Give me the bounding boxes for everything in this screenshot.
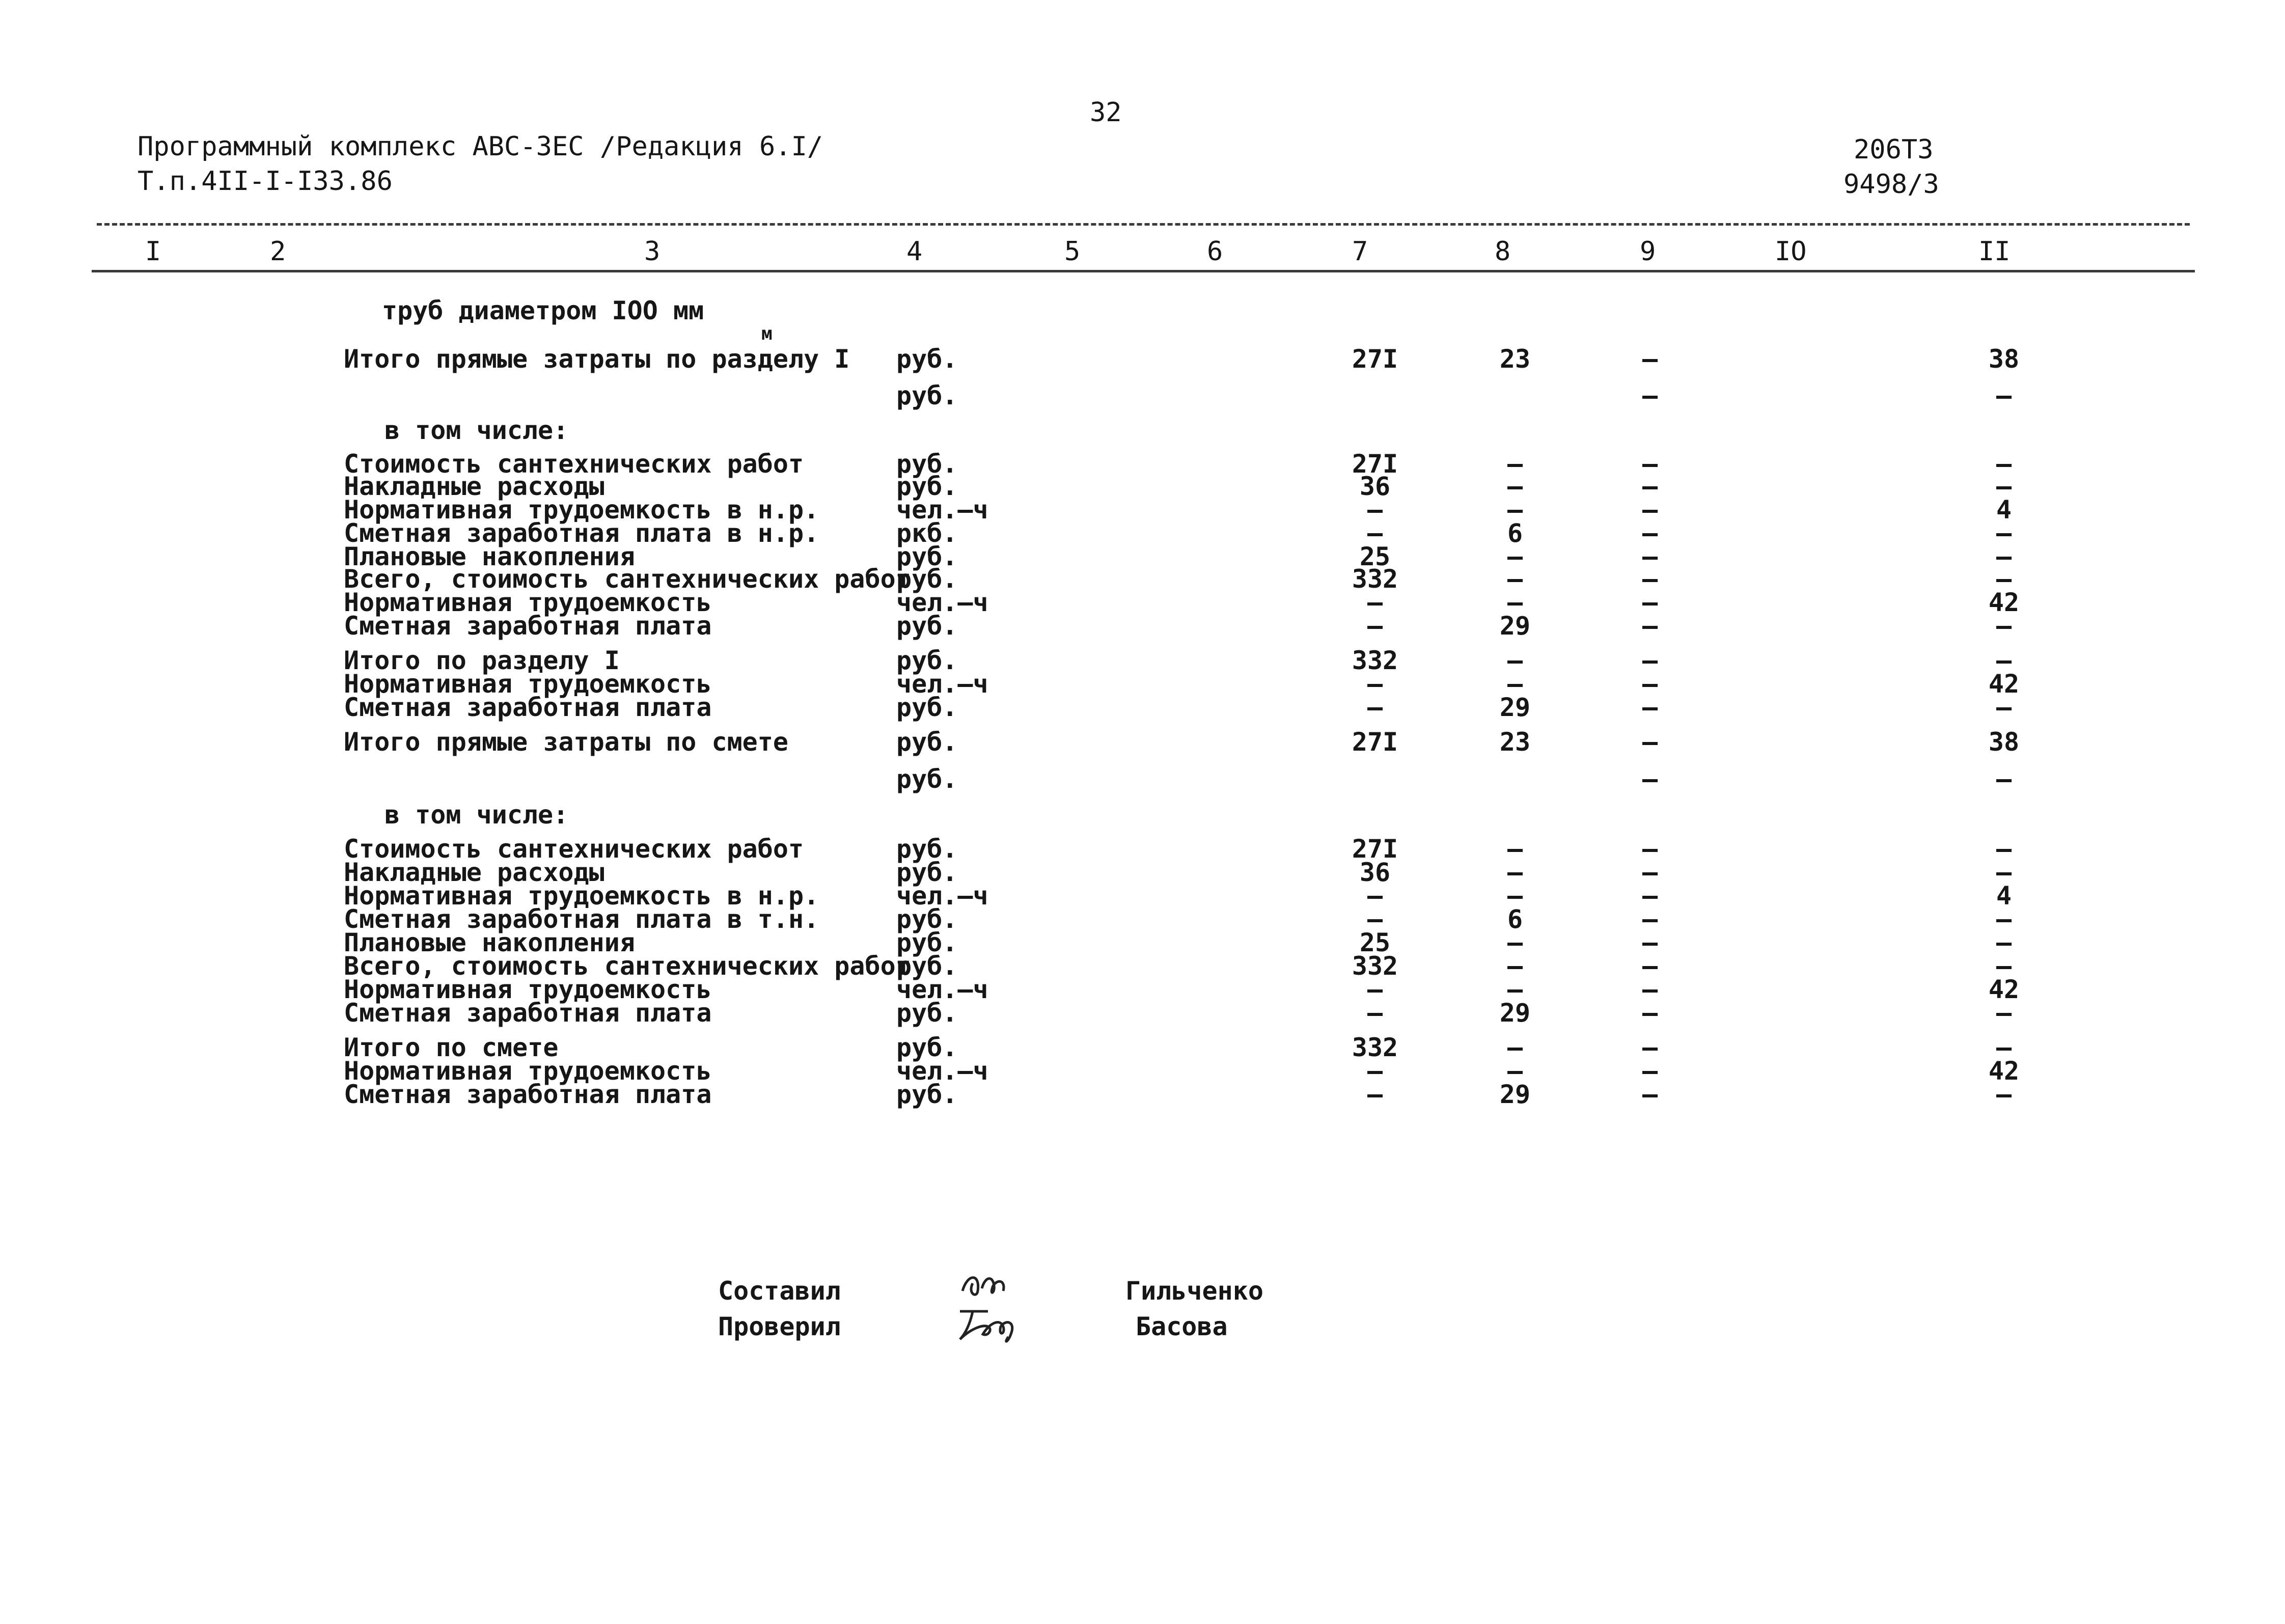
row-label: Плановые накопления xyxy=(344,542,635,571)
col11-value: – xyxy=(1996,1033,2012,1062)
table-row xyxy=(0,518,2285,548)
col8-value: – xyxy=(1507,858,1523,887)
col11-value: – xyxy=(1996,472,2012,501)
col7-value: – xyxy=(1367,904,1383,934)
col8-value: 29 xyxy=(1499,693,1531,722)
col7-value: 332 xyxy=(1352,1033,1398,1062)
row-unit: руб. xyxy=(896,344,958,374)
table-row xyxy=(0,344,2285,374)
col8-value: – xyxy=(1507,881,1523,911)
col9-value: – xyxy=(1642,858,1658,887)
table-row xyxy=(0,1056,2285,1086)
col11-value: – xyxy=(1996,904,2012,934)
program-title: Программный комплекс АВС-3ЕС /Редакция 6.I/ xyxy=(137,131,823,162)
col8-value: – xyxy=(1507,928,1523,957)
col8-value: – xyxy=(1507,1056,1523,1086)
col9-value: – xyxy=(1642,951,1658,981)
col7-value: 27I xyxy=(1352,727,1398,757)
table-row xyxy=(0,646,2285,675)
col7-value: 25 xyxy=(1359,928,1391,957)
col7-value: 332 xyxy=(1352,646,1398,675)
col8-value: – xyxy=(1507,834,1523,864)
row-unit: чел.–ч xyxy=(896,669,988,699)
col7-value: 332 xyxy=(1352,564,1398,594)
col8-value: 29 xyxy=(1499,1080,1531,1109)
table-top-rule xyxy=(97,223,2190,226)
row-unit: руб. xyxy=(896,928,958,957)
col9-value: – xyxy=(1642,1080,1658,1109)
col9-value: – xyxy=(1642,669,1658,699)
col11-value: 42 xyxy=(1988,588,2020,617)
col8-value: – xyxy=(1507,975,1523,1004)
col7-value: – xyxy=(1367,611,1383,641)
table-row xyxy=(0,904,2285,934)
column-number: 9 xyxy=(1640,236,1656,267)
col11-value: – xyxy=(1996,858,2012,887)
col8-value: 6 xyxy=(1507,904,1523,934)
row-unit: руб. xyxy=(896,727,958,757)
row-label: Итого прямые затраты по разделу I xyxy=(344,344,850,374)
row-label: Нормативная трудоемкость xyxy=(344,975,712,1004)
col8-value: – xyxy=(1507,669,1523,699)
col9-value: – xyxy=(1642,834,1658,864)
row-label: Сметная заработная плата xyxy=(344,998,712,1028)
column-number: II xyxy=(1978,236,2011,267)
col11-value: – xyxy=(1996,998,2012,1028)
col7-value: – xyxy=(1367,588,1383,617)
row-unit: руб. xyxy=(896,1080,958,1109)
col9-value: – xyxy=(1642,646,1658,675)
page-number: 32 xyxy=(1090,97,1122,128)
col9-value: – xyxy=(1642,975,1658,1004)
row-unit: руб. xyxy=(896,998,958,1028)
column-number: 5 xyxy=(1064,236,1081,267)
col8-value: 29 xyxy=(1499,611,1531,641)
col8-value: – xyxy=(1507,449,1523,479)
col7-value: – xyxy=(1367,881,1383,911)
continuation-text: труб диаметром IOO мм xyxy=(382,296,704,325)
row-unit: руб. xyxy=(896,611,958,641)
col9-value: – xyxy=(1642,472,1658,501)
col11-value: 42 xyxy=(1988,1056,2020,1086)
column-number: 8 xyxy=(1495,236,1511,267)
row-unit: руб. xyxy=(896,564,958,594)
col9-value: – xyxy=(1642,495,1658,525)
col9-value: – xyxy=(1642,381,1658,410)
col8-value: – xyxy=(1507,1033,1523,1062)
row-unit: руб. xyxy=(896,858,958,887)
col11-value: 42 xyxy=(1988,669,2020,699)
row-label: Стоимость сантехнических работ xyxy=(344,449,804,479)
col9-value: – xyxy=(1642,564,1658,594)
project-number: Т.п.4II-I-I33.86 xyxy=(137,166,393,197)
column-number: 3 xyxy=(644,236,660,267)
table-row xyxy=(0,998,2285,1028)
col11-value: 38 xyxy=(1988,727,2020,757)
row-label: Нормативная трудоемкость в н.р. xyxy=(344,495,819,525)
table-row xyxy=(0,381,2285,410)
row-unit: руб. xyxy=(896,472,958,501)
col8-value: – xyxy=(1507,495,1523,525)
row-unit: руб. xyxy=(896,542,958,571)
row-label: в том числе: xyxy=(384,800,569,830)
col7-value: – xyxy=(1367,975,1383,1004)
table-row xyxy=(0,611,2285,641)
col11-value: – xyxy=(1996,1080,2012,1109)
row-unit: руб. xyxy=(896,646,958,675)
table-row xyxy=(0,542,2285,571)
col9-value: – xyxy=(1642,998,1658,1028)
checked-name: Басова xyxy=(1136,1312,1228,1341)
table-row xyxy=(0,1080,2285,1109)
row-unit: ркб. xyxy=(896,518,958,548)
col7-value: 332 xyxy=(1352,951,1398,981)
row-label: Сметная заработная плата в т.н. xyxy=(344,904,819,934)
col11-value: – xyxy=(1996,951,2012,981)
col7-value: – xyxy=(1367,669,1383,699)
row-unit: руб. xyxy=(896,764,958,794)
row-unit: чел.–ч xyxy=(896,495,988,525)
col8-value: 6 xyxy=(1507,518,1523,548)
compiled-name: Гильченко xyxy=(1125,1276,1263,1306)
table-row xyxy=(0,564,2285,594)
table-row xyxy=(0,669,2285,699)
continuation-note: м xyxy=(761,323,773,344)
table-row xyxy=(0,928,2285,957)
row-label: Нормативная трудоемкость xyxy=(344,1056,712,1086)
col11-value: – xyxy=(1996,764,2012,794)
col8-value: – xyxy=(1507,564,1523,594)
col9-value: – xyxy=(1642,764,1658,794)
col9-value: – xyxy=(1642,344,1658,374)
row-label: Сметная заработная плата xyxy=(344,1080,712,1109)
row-label: Стоимость сантехнических работ xyxy=(344,834,804,864)
col7-value: 36 xyxy=(1359,472,1391,501)
col8-value: 23 xyxy=(1499,727,1531,757)
row-label: Накладные расходы xyxy=(344,858,604,887)
row-unit: руб. xyxy=(896,693,958,722)
row-label: Сметная заработная плата в н.р. xyxy=(344,518,819,548)
col9-value: – xyxy=(1642,904,1658,934)
column-number: 4 xyxy=(906,236,923,267)
col11-value: – xyxy=(1996,928,2012,957)
table-row xyxy=(0,881,2285,911)
table-row xyxy=(0,693,2285,722)
row-label: Итого прямые затраты по смете xyxy=(344,727,788,757)
col7-value: 27I xyxy=(1352,449,1398,479)
table-row xyxy=(0,588,2285,617)
col7-value: – xyxy=(1367,1080,1383,1109)
col7-value: – xyxy=(1367,693,1383,722)
col7-value: 27I xyxy=(1352,834,1398,864)
row-unit: руб. xyxy=(896,951,958,981)
col7-value: 36 xyxy=(1359,858,1391,887)
checked-signature xyxy=(952,1296,1024,1347)
col9-value: – xyxy=(1642,542,1658,571)
row-label: Нормативная трудоемкость xyxy=(344,669,712,699)
row-label: Плановые накопления xyxy=(344,928,635,957)
table-row xyxy=(0,975,2285,1004)
col7-value: 25 xyxy=(1359,542,1391,571)
col8-value: – xyxy=(1507,472,1523,501)
col11-value: 38 xyxy=(1988,344,2020,374)
row-label: Сметная заработная плата xyxy=(344,611,712,641)
row-unit: чел.–ч xyxy=(896,881,988,911)
col9-value: – xyxy=(1642,693,1658,722)
col8-value: – xyxy=(1507,951,1523,981)
table-header-rule xyxy=(92,270,2195,272)
col9-value: – xyxy=(1642,449,1658,479)
table-row xyxy=(0,764,2285,794)
col9-value: – xyxy=(1642,727,1658,757)
col7-value: – xyxy=(1367,518,1383,548)
col11-value: – xyxy=(1996,611,2012,641)
col8-value: 23 xyxy=(1499,344,1531,374)
col11-value: – xyxy=(1996,381,2012,410)
table-row xyxy=(0,1033,2285,1062)
row-label: Итого по смете xyxy=(344,1033,559,1062)
col9-value: – xyxy=(1642,1033,1658,1062)
col11-value: – xyxy=(1996,518,2012,548)
column-number: I xyxy=(145,236,161,267)
row-unit: чел.–ч xyxy=(896,588,988,617)
row-label: Нормативная трудоемкость xyxy=(344,588,712,617)
col11-value: 42 xyxy=(1988,975,2020,1004)
row-label: Накладные расходы xyxy=(344,472,604,501)
row-unit: чел.–ч xyxy=(896,1056,988,1086)
col8-value: – xyxy=(1507,542,1523,571)
row-unit: руб. xyxy=(896,1033,958,1062)
col9-value: – xyxy=(1642,881,1658,911)
row-label: Итого по разделу I xyxy=(344,646,620,675)
col9-value: – xyxy=(1642,928,1658,957)
col8-value: – xyxy=(1507,646,1523,675)
table-row xyxy=(0,951,2285,981)
col9-value: – xyxy=(1642,518,1658,548)
col11-value: – xyxy=(1996,646,2012,675)
column-number: IO xyxy=(1775,236,1807,267)
row-unit: руб. xyxy=(896,381,958,410)
col7-value: – xyxy=(1367,495,1383,525)
table-row xyxy=(0,727,2285,757)
row-unit: руб. xyxy=(896,449,958,479)
table-row xyxy=(0,472,2285,501)
table-row xyxy=(0,416,2285,445)
document-subcode: 9498/3 xyxy=(1843,169,1939,200)
table-row xyxy=(0,858,2285,887)
table-row xyxy=(0,495,2285,525)
col11-value: – xyxy=(1996,693,2012,722)
col8-value: 29 xyxy=(1499,998,1531,1028)
col7-value: – xyxy=(1367,998,1383,1028)
row-label: в том числе: xyxy=(384,416,569,445)
col11-value: 4 xyxy=(1996,881,2012,911)
col9-value: – xyxy=(1642,1056,1658,1086)
col11-value: – xyxy=(1996,542,2012,571)
table-row xyxy=(0,834,2285,864)
row-label: Всего, стоимость сантехнических работ xyxy=(344,951,911,981)
col11-value: 4 xyxy=(1996,495,2012,525)
checked-label: Проверил xyxy=(718,1312,841,1341)
row-label: Нормативная трудоемкость в н.р. xyxy=(344,881,819,911)
col11-value: – xyxy=(1996,834,2012,864)
col9-value: – xyxy=(1642,588,1658,617)
column-number: 6 xyxy=(1207,236,1223,267)
col11-value: – xyxy=(1996,564,2012,594)
compiled-label: Составил xyxy=(718,1276,841,1306)
col9-value: – xyxy=(1642,611,1658,641)
row-unit: руб. xyxy=(896,904,958,934)
row-label: Всего, стоимость сантехнических работ xyxy=(344,564,911,594)
column-number: 2 xyxy=(270,236,286,267)
col11-value: – xyxy=(1996,449,2012,479)
col7-value: – xyxy=(1367,1056,1383,1086)
row-unit: руб. xyxy=(896,834,958,864)
document-code: 206ТЗ xyxy=(1854,134,1934,165)
row-unit: чел.–ч xyxy=(896,975,988,1004)
table-row xyxy=(0,800,2285,830)
col8-value: – xyxy=(1507,588,1523,617)
table-row xyxy=(0,449,2285,479)
col7-value: 27I xyxy=(1352,344,1398,374)
row-label: Сметная заработная плата xyxy=(344,693,712,722)
column-number: 7 xyxy=(1352,236,1368,267)
